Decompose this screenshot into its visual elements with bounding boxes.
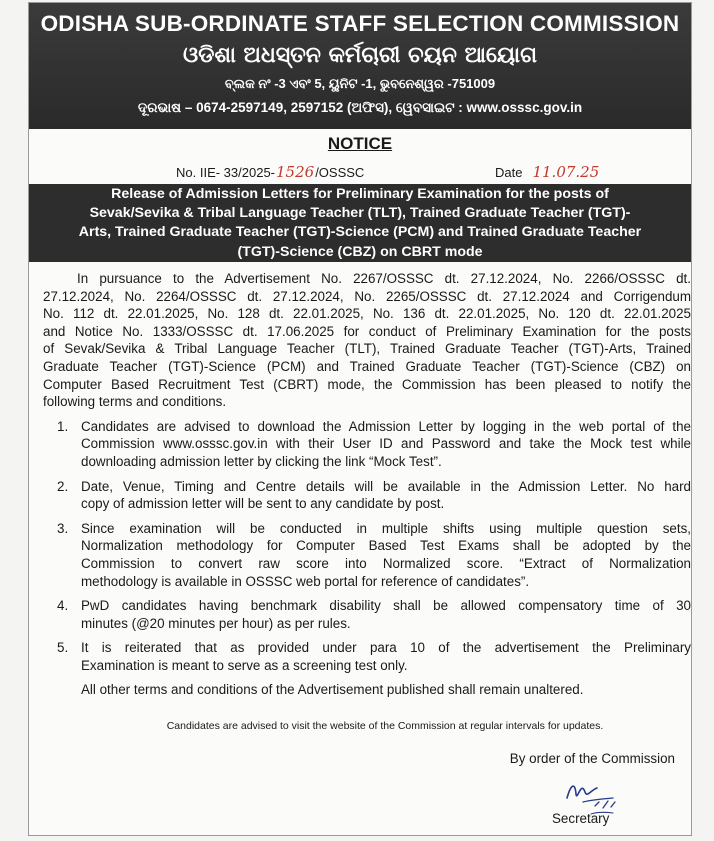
- term-line: It is reiterated that as provided under para 10 of the advertisement the Preliminary: [81, 640, 691, 656]
- term-number: 5.: [57, 640, 69, 656]
- website-advice: Candidates are advised to visit the website of the Commission at regular intervals for updates.: [166, 720, 604, 732]
- terms-list: [43, 418, 691, 699]
- term-line: PwD candidates having benchmark disability shall be allowed compensatory time of 30: [81, 598, 691, 614]
- reference-number: [176, 163, 364, 181]
- term-number: 3.: [57, 520, 69, 536]
- secretary-title: Secretary: [552, 811, 610, 826]
- closing-statement: All other terms and conditions of the Advertisement published shall remain unaltered.: [81, 682, 584, 698]
- intro-line: and Notice No. 1333/OSSSC dt. 17.06.2025 for conduct of Preliminary Examination for the posts: [43, 323, 691, 339]
- term-line: downloading admission letter by clicking the link “Mock Test”.: [81, 453, 442, 469]
- term-line: minutes (@20 minutes per hour) as per rules.: [81, 615, 351, 631]
- term-number: 2.: [57, 478, 69, 494]
- commission-address: ବ୍ଲକ ନଂ -3 ଏବଂ 5, ୟୁନିଟ -1, ଭୁବନେଶ୍ୱର -751009: [224, 76, 496, 91]
- term-line: methodology is available in OSSSC web portal for reference of candidates”.: [81, 573, 530, 589]
- intro-line: Graduate Teacher (TGT)-Science (PCM) and Trained Graduate Teacher (TGT)-Science (CBZ) on: [43, 358, 691, 374]
- notice-body: [43, 270, 691, 699]
- notice-page: [28, 2, 692, 836]
- ref-prefix: No. IIE- 33/2025-: [176, 165, 275, 180]
- letterhead: [29, 3, 691, 129]
- term-line: Examination is meant to serve as a screening test only.: [81, 657, 408, 673]
- subject-banner: [29, 184, 691, 262]
- ref-handwritten-number: 1526: [276, 163, 315, 181]
- intro-line: Computer Based Recruitment Test (CBRT) mode, the Commission has been pleased to notify the: [43, 376, 691, 392]
- term-line: Since examination will be conducted in multiple shifts using multiple question sets,: [81, 520, 691, 536]
- ref-suffix: /OSSSC: [315, 165, 365, 180]
- intro-line: following terms and conditions.: [43, 394, 227, 410]
- term-line: Candidates are advised to download the Admission Letter by logging in the web portal of the: [81, 418, 691, 434]
- term-item: [43, 418, 691, 471]
- commission-contact: ଦୂରଭାଷ – 0674-2597149, 2597152 (ଅଫିସ), ୱେବସାଇଟ : www.osssc.gov.in: [137, 100, 583, 115]
- notice-title: NOTICE: [327, 134, 393, 153]
- term-line: Commission to convert raw score into Normalized score. “Extract of Normalization: [81, 555, 691, 571]
- intro-line: of Sevak/Sevika & Tribal Language Teacher (TLT), Trained Graduate Teacher (TGT)-Arts, Trained: [43, 341, 691, 357]
- date-handwritten-value: 11.07.25: [532, 163, 600, 181]
- term-item: [43, 597, 691, 632]
- notice-heading: [29, 134, 691, 154]
- commission-name-odia: ଓଡିଶା ଅଧସ୍ତନ କର୍ମଚାରୀ ଚୟନ ଆୟୋଗ: [183, 43, 537, 68]
- subject-line: Release of Admission Letters for Preliminary Examination for the posts of: [111, 186, 609, 202]
- by-order-line: By order of the Commission: [509, 751, 675, 766]
- intro-paragraph: [43, 270, 691, 411]
- term-item: [43, 639, 691, 674]
- notice-date: [495, 163, 599, 181]
- intro-line: 27.12.2024, No. 2264/OSSSC dt. 27.12.2024, No. 2265/OSSSC dt. 27.12.2024 and Corrigendum: [43, 288, 691, 304]
- term-number: 4.: [57, 598, 69, 614]
- subject-line: Arts, Trained Graduate Teacher (TGT)-Science (PCM) and Trained Graduate Teacher: [78, 224, 642, 241]
- term-item: [43, 520, 691, 590]
- term-number: 1.: [57, 418, 69, 434]
- intro-line: In pursuance to the Advertisement No. 2267/OSSSC dt. 27.12.2024, No. 2266/OSSSC dt.: [77, 271, 691, 286]
- term-line: Commission www.osssc.gov.in with their User ID and Password and take the Mock test while: [81, 436, 691, 452]
- commission-name-english: ODISHA SUB-ORDINATE STAFF SELECTION COMMISSION: [40, 11, 680, 36]
- subject-line: (TGT)-Science (CBZ) on CBRT mode: [237, 243, 483, 260]
- date-label: Date: [495, 165, 523, 180]
- term-line: copy of admission letter will be sent to any candidate by post.: [81, 496, 445, 512]
- term-line: Date, Venue, Timing and Centre details will be available in the Admission Letter. No hard: [81, 478, 691, 494]
- term-item: [43, 478, 691, 513]
- intro-line: No. 112 dt. 22.01.2025, No. 128 dt. 22.01.2025, No. 136 dt. 22.01.2025, No. 120 dt. 22.01.2025: [43, 306, 691, 322]
- term-line: Normalization methodology for Computer Based Test Exams shall be adopted by the: [81, 538, 691, 554]
- subject-line: Sevak/Sevika & Tribal Language Teacher (TLT), Trained Graduate Teacher (TGT)-: [89, 205, 631, 222]
